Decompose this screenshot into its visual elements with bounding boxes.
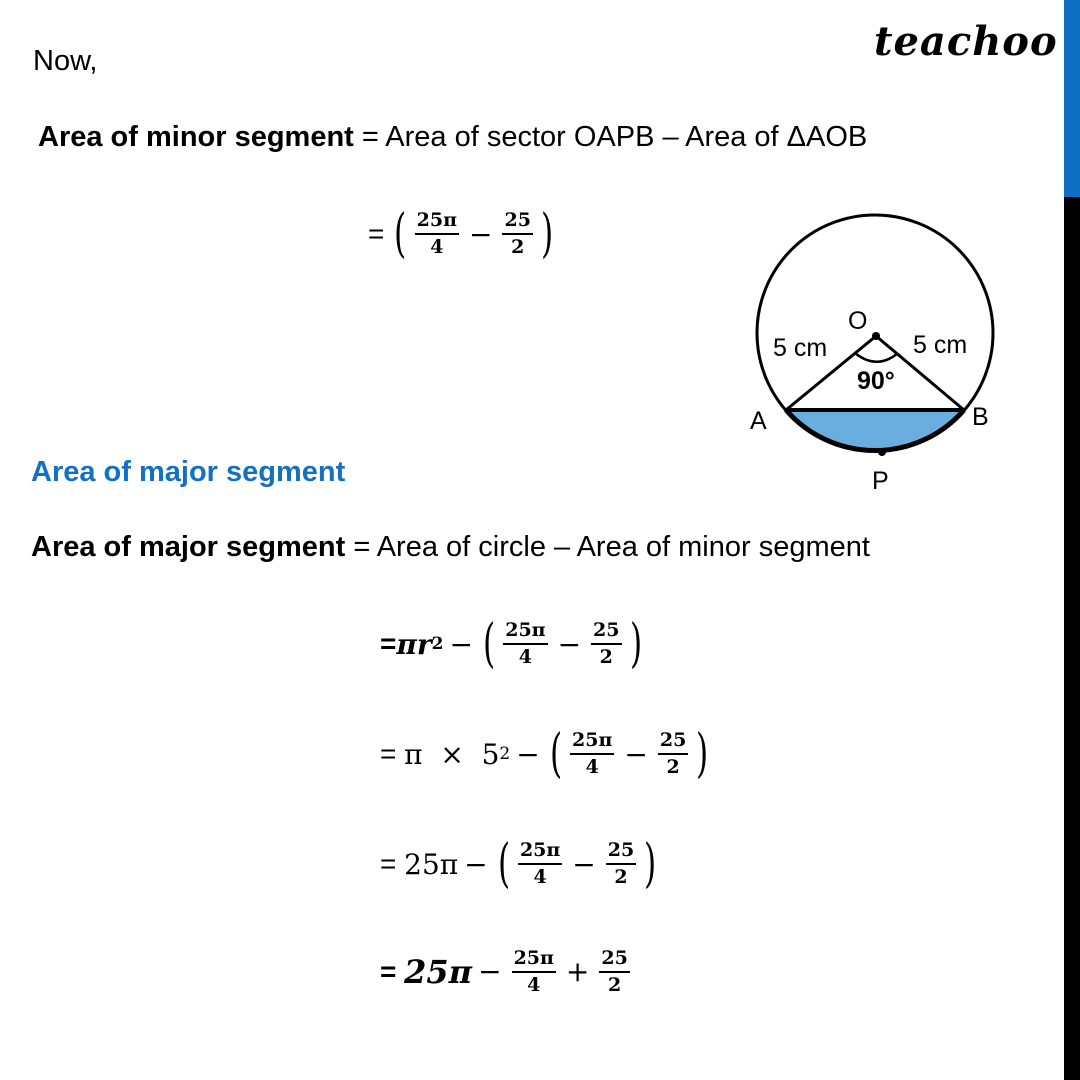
minus-sign: − (572, 847, 596, 881)
denominator: 4 (533, 866, 547, 888)
major-segment-formula: = Area of circle – Area of minor segment (345, 531, 870, 563)
scrollbar-track[interactable] (1064, 197, 1080, 1080)
denominator: 4 (527, 973, 541, 996)
step-1 (380, 614, 646, 674)
equals-sign: = (380, 848, 405, 879)
major-segment-heading: Area of major segment (31, 456, 346, 488)
label-p: P (872, 467, 889, 495)
fraction (606, 840, 636, 888)
exponent: 2 (431, 634, 444, 654)
minus-sign: − (478, 955, 502, 989)
minor-segment-formula: = Area of sector OAPB – Area of ΔAOB (353, 121, 868, 153)
denominator: 2 (599, 646, 613, 668)
term: πr (396, 627, 432, 661)
equals-sign: = (368, 218, 385, 249)
denominator: 2 (511, 236, 525, 258)
minus-sign: − (449, 627, 473, 661)
intro-text: Now, (33, 45, 98, 77)
term: 25π (404, 952, 473, 991)
numerator: 25π (570, 730, 614, 755)
equals-sign: = (380, 738, 405, 769)
minus-sign: − (624, 737, 648, 771)
label-o: O (848, 307, 868, 335)
label-a: A (750, 407, 767, 435)
label-radius-right: 5 cm (913, 331, 968, 359)
numerator: 25 (502, 210, 532, 235)
equals-sign: = (380, 955, 405, 987)
numerator: 25 (606, 840, 636, 865)
denominator: 2 (614, 866, 628, 888)
numerator: 25 (599, 948, 629, 973)
numerator: 25π (512, 948, 556, 973)
label-radius-left: 5 cm (773, 334, 828, 362)
denominator: 2 (608, 973, 622, 996)
numerator: 25 (591, 620, 621, 645)
left-paren: ( (497, 834, 510, 894)
point-p (878, 448, 886, 456)
fraction (658, 730, 688, 778)
denominator: 4 (585, 756, 599, 778)
fraction (512, 948, 556, 996)
term: 25π (404, 847, 459, 881)
scrollbar-thumb[interactable] (1064, 0, 1080, 197)
teachoo-logo: teachoo (874, 18, 1058, 65)
minus-sign: − (469, 217, 493, 251)
label-angle: 90° (857, 367, 895, 395)
center-point (872, 332, 880, 340)
numerator: 25π (518, 840, 562, 865)
minor-segment-label: Area of minor segment (38, 121, 354, 153)
right-paren: ) (644, 834, 657, 894)
right-paren: ) (540, 204, 554, 264)
equals-sign: = (380, 628, 397, 659)
minus-sign: − (464, 847, 488, 881)
left-paren: ( (549, 724, 562, 784)
step-2 (380, 724, 713, 784)
minus-sign: − (516, 737, 540, 771)
left-paren: ( (394, 204, 407, 264)
numerator: 25π (415, 210, 459, 235)
step-3 (380, 834, 661, 894)
exponent: 2 (499, 744, 511, 764)
major-segment-label: Area of major segment (31, 531, 346, 563)
denominator: 4 (518, 646, 533, 668)
label-b: B (972, 403, 989, 431)
right-paren: ) (629, 614, 642, 674)
right-paren: ) (696, 724, 709, 784)
angle-arc (855, 353, 897, 362)
fraction (591, 620, 621, 668)
fraction (570, 730, 614, 778)
left-paren: ( (482, 614, 496, 674)
step-4 (380, 948, 634, 996)
numerator: 25π (503, 620, 547, 645)
denominator: 2 (666, 756, 680, 778)
plus-sign: + (565, 955, 590, 989)
numerator: 25 (658, 730, 688, 755)
fraction (518, 840, 562, 888)
fraction (503, 620, 547, 668)
major-segment-definition (31, 531, 870, 564)
term: π × 5 (404, 737, 500, 771)
minus-sign: − (557, 627, 582, 661)
fraction (599, 948, 629, 996)
denominator: 4 (430, 236, 444, 258)
